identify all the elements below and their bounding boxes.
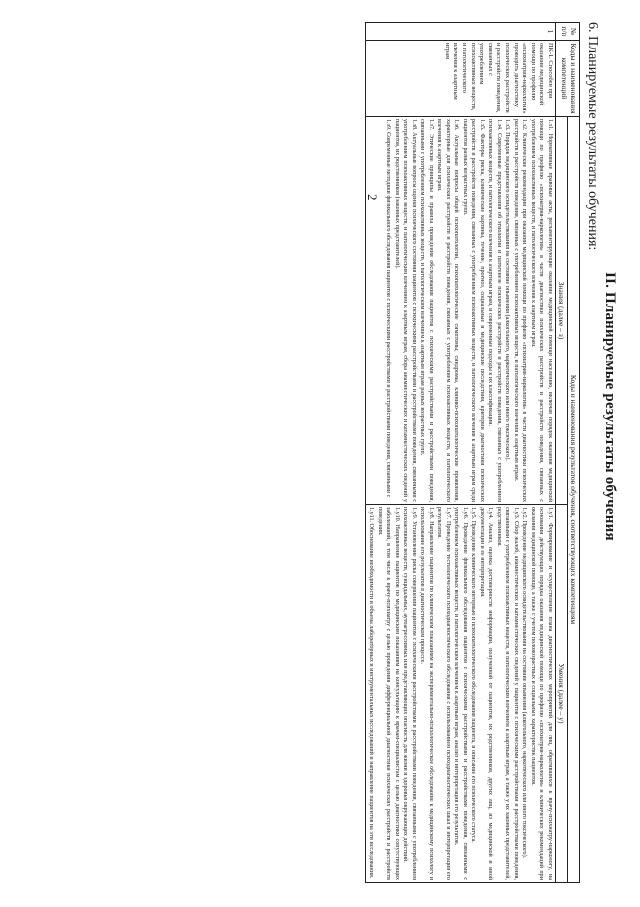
header-skills: Умения (далее – у): [556, 505, 568, 883]
skill-item: 1.у2. Проведение медицинского освидетельствования на состояние опьянения (алкогольного, наркотического или иного токсического).: [521, 507, 528, 859]
knowledge-item: 1.з5. Факторы риска, клинические картины, течение, прогноз, социальные и медицинские последствия, критерии диагностики психических расстройств и расстройств поведения, связанных с употреблением психоактивных веществ, и патологического влечения к азартным играм среди пациентов разных возрастных групп.: [462, 119, 485, 502]
knowledge-item: 1.з6. Актуальные вопросы общей психопатологии, психопатологические симптомы, синдромы, клинико-психопатологические проявления, характерные для психических расстройств и расстройств поведения, связанных с употреблением психоактивных веществ, и патологического влечения к азартным играм.: [436, 119, 460, 502]
knowledge-cell: [366, 117, 556, 505]
header-knowledge: Знания (далее – з): [556, 117, 568, 505]
header-code: Коды и наименования компетенций: [556, 41, 580, 117]
knowledge-item: 1.з9. Современные методики физикального обследования пациентов с психическими расстройствами и расстройствами поведения, связанными с: [385, 119, 392, 498]
skill-item: 1.у9. Установление риска совершения пациентом с психическими расстройствами и расстройствами поведения, связанными с употреблением психоактивных веществ, суицидальных, аутоагрессивных или представляющих опасность для жизни и здоровья окружающих действий.: [402, 507, 417, 880]
results-table: [365, 22, 580, 883]
knowledge-item: 1.з1. Нормативные правовые акты, регламентирующие оказание медицинской помощи населению, включая порядок оказания медицинской помощи по профилю «психиатрия-наркология» в части диагностики психических расстройств и расстройств поведения, связанных с употреблением психоактивных веществ, и патологического влечения к азартным играм.: [530, 119, 553, 502]
skill-item: 1.у5. Проведение клинического интервью и психопатологического обследования пациента, и описание его психического статуса.: [470, 507, 477, 843]
rotated-page: [0, 22, 640, 882]
skill-item: 1.у1. Формирование и осуществление плана диагностических мероприятий для лиц, обратившихся к врачу-психиатру-наркологу, на основании действующих порядка оказания медицинской помощи по профилю «психиатрия-наркология» и клинических рекомендаций при оказании медицинской помощи, а также с учетом половозрастных и социальных характеристик пациентов.: [530, 507, 553, 880]
skill-item: 1.у8. Направление пациентов по клиническим показаниям на экспериментально-психологическое обследование к медицинскому психологу и использование его результатов в диагностическом процессе.: [419, 507, 434, 880]
row-number: 1: [366, 23, 556, 41]
skill-item: 1.у4. Анализ, оценка достоверности информации, полученной от пациентов, их родственников, других лиц, из медицинской и иной документации и ее интерпретация.: [479, 507, 494, 880]
skill-item: 1.у7. Проведение тестологического психодиагностического обследования с использованием психодиагностических шкал и интерпретация его результатов.: [436, 507, 451, 880]
section-title: 6. Планируемые результаты обучения:: [585, 22, 600, 251]
header-group: Коды и наименования результатов обучения, соответствующих компетенциям: [568, 117, 580, 883]
competency-cell: ПК-1. Способен при оказании медицинской помощи по профилю «психиатрия-наркология» проводить диагностику психических расстройств и расстройств поведения, связанных с употреблением психоактивных веществ, и патологического влечения к азартным играм: [366, 41, 556, 117]
skill-item: 1.у6. Проведение физикального обследования пациентов с психическими расстройствами и расстройствами поведения, связанными с употреблением психоактивных веществ, и патологическим влечением к азартным играм, анализ и интерпретация его результатов.: [453, 507, 468, 880]
knowledge-item: 1.з7. Этические принципы и правила проведения обследования пациентов с психическими расстройствами и расстройствами поведения, связанными с употреблением психоактивных веществ, и патологическим влечением к азартным играм разных возрастных групп.: [419, 119, 434, 502]
knowledge-item: 1.з8. Актуальные вопросы оценки психического состояния пациентов с психическими расстройствами и расстройствами поведения, связанными с употреблением психоактивных веществ, и патологическим влечением к азартным играм, сбора анамнестических и катамнестических сведений у пациентов, их родственников (законных представителей).: [394, 119, 417, 502]
header-no: № п/п: [556, 23, 580, 41]
skills-cell: [366, 505, 556, 883]
knowledge-item: 1.з2. Клинические рекомендации при оказании медицинской помощи по профилю «психиатрия-наркология» в части диагностики психических расстройств и расстройств поведения, связанных с употреблением психоактивных веществ, и патологического влечения к азартным играм.: [513, 119, 528, 502]
skill-item: 1.у10. Направление пациентов по медицинским показаниям на консультацию к врачам-специалистам с целью диагностики сопутствующих заболеваний, в том числе к врачу-психиатру с целью проведения дифференциальной диагностики психических расстройств и расстройств поведения.: [377, 507, 400, 880]
page-heading: II. Планируемые результаты обучения: [602, 272, 618, 541]
knowledge-item: 1.з3. Порядок медицинского освидетельствования на состояние опьянения (алкогольного, наркотического или иного токсического).: [504, 119, 511, 461]
knowledge-item: 1.з4. Современные представления об этиологии и патогенезе психических расстройств и расстройств поведения, связанных с употреблением психоактивных веществ, и патологического влечения к азартным играм, и современные подходы к их классификации.: [487, 119, 502, 502]
skill-item: 1.у11. Обоснование необходимости и объема лабораторных и инструментальных исследований и направление пациентов на эти исследования.: [368, 507, 375, 879]
table-row: [366, 23, 556, 883]
skill-item: 1.у3. Сбор жалоб, анамнестических и катамнестических сведений у пациентов с психическими расстройствами и расстройствами поведения, связанными с употреблением психоактивных веществ, и патологическим влечением к азартным играм, а также у их законных представителей, родственников.: [496, 507, 519, 880]
page-number: 2: [365, 194, 380, 201]
